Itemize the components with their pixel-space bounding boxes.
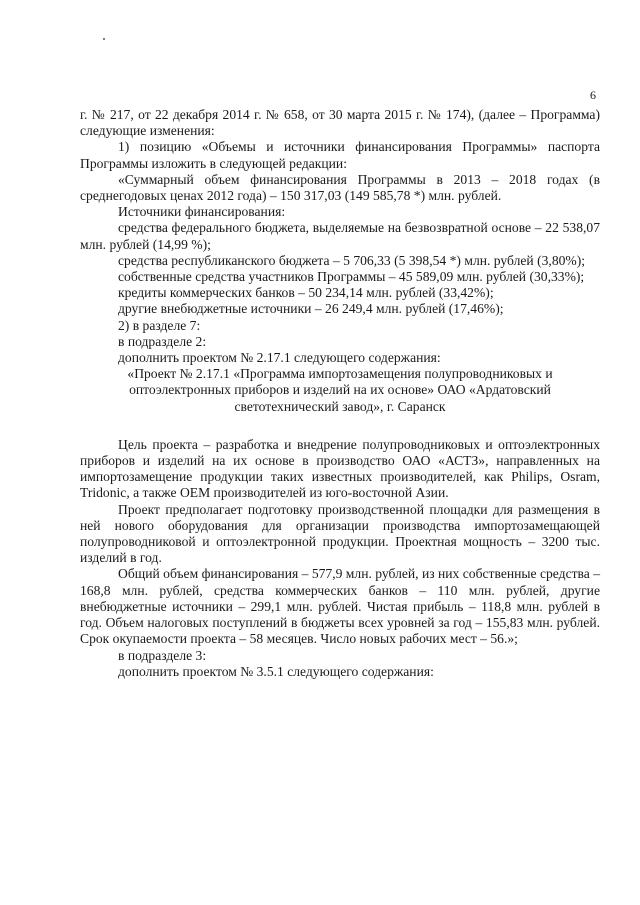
paragraph-project-description: Проект предполагает подготовку производственной площадки для размещения в ней нового оборудования для организации производства импортозамещающей полупроводниковой и оптоэлектронной продукции. Проектная мощность – 3200 тыс. изделий в год. [80, 501, 600, 566]
page-number: 6 [590, 88, 596, 102]
paragraph-total-financing: «Суммарный объем финансирования Программы в 2013 – 2018 годах (в среднегодовых ценах 2012 года) – 150 317,03 (149 585,78 *) млн. рублей. [80, 171, 600, 204]
paragraph-item-1: 1) позицию «Объемы и источники финансирования Программы» паспорта Программы изложить в следующей редакции: [80, 139, 600, 171]
paragraph-republican-budget: средства республиканского бюджета – 5 706,33 (5 398,54 *) млн. рублей (3,80%); [118, 252, 586, 268]
document-body [80, 107, 600, 680]
scan-speck [103, 38, 105, 40]
paragraph-sources-heading: Источники финансирования: [118, 204, 286, 220]
paragraph-own-funds: собственные средства участников Программы – 45 589,09 млн. рублей (30,33%); [118, 269, 585, 285]
paragraph-subsection-2: в подразделе 2: [118, 333, 207, 349]
spacer [80, 415, 600, 437]
paragraph-subsection-3: в подразделе 3: [118, 647, 207, 663]
paragraph-other-sources: другие внебюджетные источники – 26 249,4 млн. рублей (17,46%); [118, 301, 504, 317]
paragraph-continuation: г. № 217, от 22 декабря 2014 г. № 658, от 30 марта 2015 г. № 174), (далее – Программа) следующие изменения: [80, 107, 600, 139]
project-title: «Проект № 2.17.1 «Программа импортозамещения полупроводниковых и оптоэлектронных приборов и изделий на их основе» ОАО «Ардатовский светотехнический завод», г. Саранск [127, 366, 553, 414]
paragraph-section-7: 2) в разделе 7: [118, 317, 201, 333]
paragraph-add-project-2-17-1: дополнить проектом № 2.17.1 следующего содержания: [118, 350, 441, 366]
paragraph-project-financing: Общий объем финансирования – 577,9 млн. рублей, из них собственные средства – 168,8 млн. рублей, средства коммерческих банков – 110 млн. рублей, другие внебюджетные источники – 299,1 млн. рублей. Чистая прибыль – 118,8 млн. рублей в год. Объем налоговых поступлений в бюджеты всех уровней за год – 155,83 млн. рублей. Срок окупаемости проекта – 58 месяцев. Число новых рабочих мест – 56.»; [80, 566, 601, 647]
paragraph-federal-budget: средства федерального бюджета, выделяемые на безвозвратной основе – 22 538,07 млн. рублей (14,99 %); [80, 220, 600, 252]
paragraph-add-project-3-5-1: дополнить проектом № 3.5.1 следующего содержания: [118, 663, 434, 679]
paragraph-project-goal: Цель проекта – разработка и внедрение полупроводниковых и оптоэлектронных приборов и изделий на их основе в производство ОАО «АСТЗ», направленных на импортозамещение продукции таких известных производителей, как Philips, Osram, Tridonic, а также OEM производителей из юго-восточной Азии. [80, 436, 600, 501]
paragraph-bank-credits: кредиты коммерческих банков – 50 234,14 млн. рублей (33,42%); [118, 285, 494, 301]
